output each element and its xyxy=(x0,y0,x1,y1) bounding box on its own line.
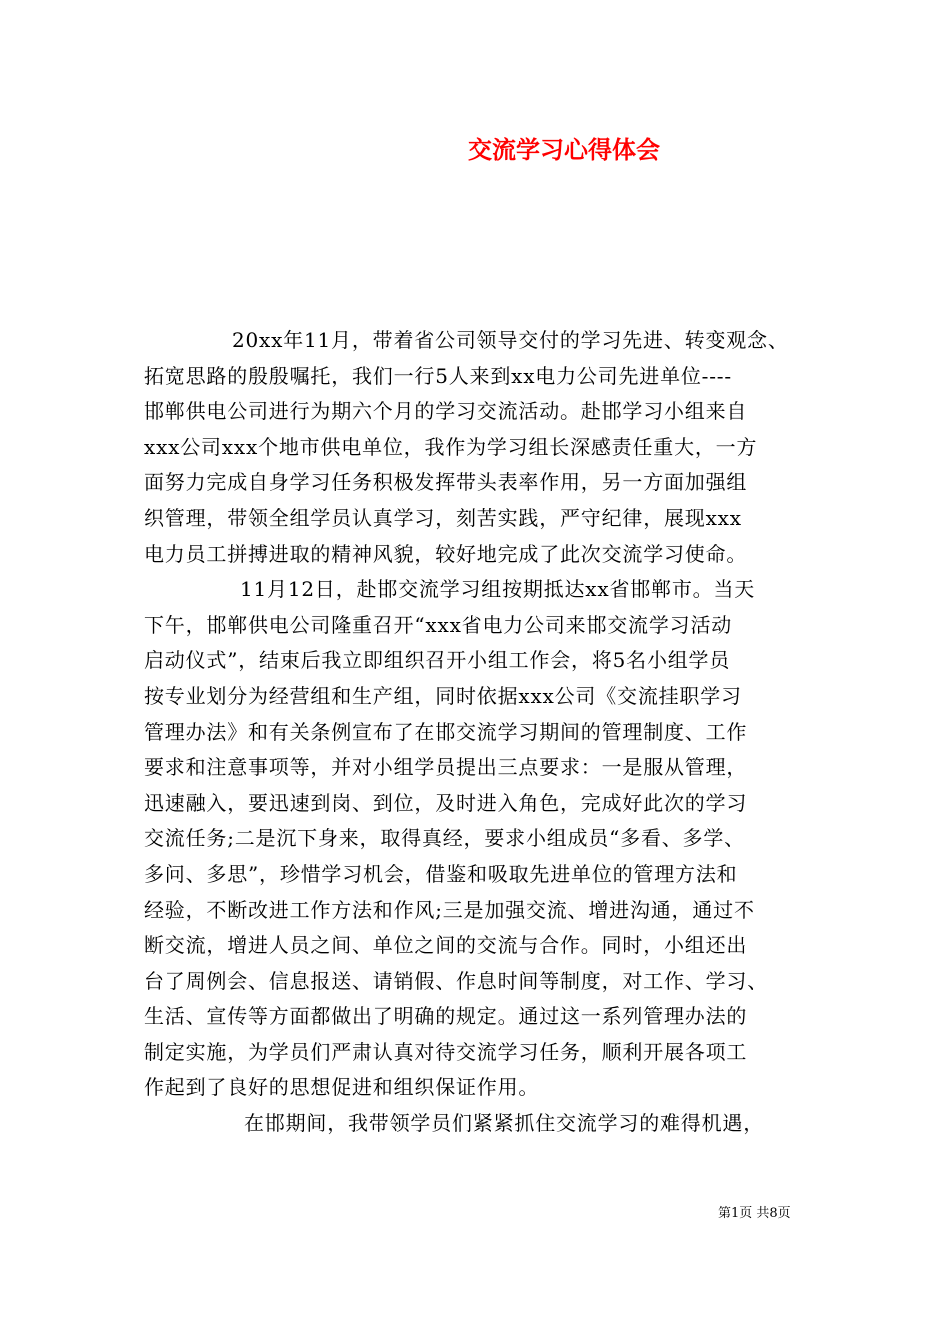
text-line: 作起到了良好的思想促进和组织保证作用。 xyxy=(144,1075,540,1100)
text-line: xxx公司xxx个地市供电单位，我作为学习组长深感责任重大，一方 xyxy=(144,434,758,459)
text-line: 断交流，增进人员之间、单位之间的交流与合作。同时，小组还出 xyxy=(144,933,748,958)
text-line: 生活、宣传等方面都做出了明确的规定。通过这一系列管理办法的 xyxy=(144,1004,748,1029)
text-line: 面努力完成自身学习任务积极发挥带头表率作用，另一方面加强组 xyxy=(144,470,748,495)
text-line: 下午，邯郸供电公司隆重召开“xxx省电力公司来邯交流学习活动 xyxy=(144,612,733,637)
text-line: 迅速融入，要迅速到岗、到位，及时进入角色，完成好此次的学习 xyxy=(144,790,748,815)
text-line: 按专业划分为经营组和生产组，同时依据xxx公司《交流挂职学习 xyxy=(144,683,742,708)
document-body xyxy=(144,323,834,1142)
text-line: 制定实施，为学员们严肃认真对待交流学习任务，顺利开展各项工 xyxy=(144,1039,748,1064)
text-line: 电力员工拼搏进取的精神风貌，较好地完成了此次交流学习使命。 xyxy=(144,541,748,566)
text-line: 拓宽思路的殷殷嘱托，我们一行5人来到xx电力公司先进单位---- xyxy=(144,363,732,388)
text-line: 经验，不断改进工作方法和作风;三是加强交流、增进沟通，通过不 xyxy=(144,897,755,922)
text-line: 管理办法》和有关条例宣布了在邯交流学习期间的管理制度、工作 xyxy=(144,719,748,744)
page-number: 第1页 共8页 xyxy=(718,1206,791,1221)
text-line: 启动仪式”，结束后我立即组织召开小组工作会，将5名小组学员 xyxy=(144,648,731,673)
text-line: 要求和注意事项等，并对小组学员提出三点要求：一是服从管理， xyxy=(144,755,748,780)
text-line: 11月12日，赴邯交流学习组按期抵达xx省邯郸市。当天 xyxy=(240,577,756,602)
text-line: 织管理，带领全组学员认真学习，刻苦实践，严守纪律，展现xxx xyxy=(144,505,742,530)
text-line: 多问、多思”，珍惜学习机会，借鉴和吸取先进单位的管理方法和 xyxy=(144,861,738,886)
page-title: 交流学习心得体会 xyxy=(468,135,660,164)
text-line: 邯郸供电公司进行为期六个月的学习交流活动。赴邯学习小组来自 xyxy=(144,399,748,424)
text-line: 20xx年11月，带着省公司领导交付的学习先进、转变观念、 xyxy=(232,328,789,352)
text-line: 交流任务;二是沉下身来，取得真经，要求小组成员“多看、多学、 xyxy=(144,826,745,851)
text-line: 台了周例会、信息报送、请销假、作息时间等制度，对工作、学习、 xyxy=(144,968,768,993)
text-line: 在邯期间，我带领学员们紧紧抓住交流学习的难得机遇， xyxy=(244,1111,764,1136)
